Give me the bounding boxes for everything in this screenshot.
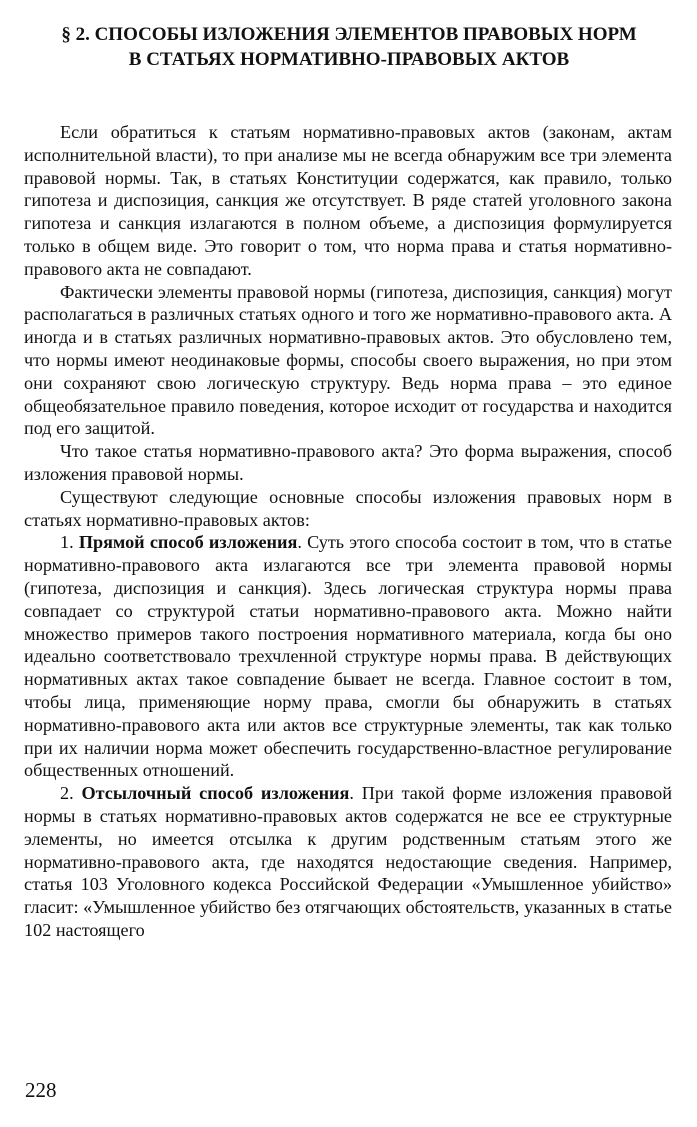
body-text: [24, 121, 672, 942]
section-heading: [24, 22, 674, 72]
page-number: 228: [25, 1078, 57, 1102]
paragraph-1: Если обратиться к статьям нормативно-правовых актов (законам, актам исполнительной власти), то при анализе мы не всегда обнаружим все три элемента правовой нормы. Так, в статьях Конституции содержатся, как правило, только гипотеза и диспозиция, санкция же отсутствует. В ряде статей уголовного закона гипотеза и санкция излагаются в полном объеме, а диспозиция формулируется только в общем виде. Это говорит о том, что норма права и статья нормативно-правового акта не совпадают.: [24, 122, 672, 279]
term-direct-method: Прямой способ изложения: [78, 532, 298, 553]
paragraph-5: [24, 531, 672, 782]
list-number-2: 2.: [60, 783, 82, 804]
paragraph-4: Существуют следующие основные способы изложения правовых норм в статьях нормативно-правовых актов:: [24, 486, 672, 530]
paragraph-2: Фактически элементы правовой нормы (гипотеза, диспозиция, санкция) могут располагаться в различных статьях одного и того же нормативно-правового акта. А иногда и в статьях различных нормативно-правовых актов. Это обусловлено тем, что нормы имеют неодинаковые формы, способы своего выражения, но при этом они сохраняют свою логическую структуру. Ведь норма права – это единое общеобязательное правило поведения, которое исходит от государства и находится под его защитой.: [24, 281, 672, 439]
paragraph-6: [24, 782, 672, 942]
paragraph-6-text: . При такой форме изложения правовой нормы в статьях нормативно-правовых актов содержатся не все ее структурные элементы, но имеется отсылка к другим родственным статьям этого же нормативно-правового акта, где находятся недостающие сведения. Например, статья 103 Уголовного кодекса Российской Федерации «Умышленное убийство» гласит: «Умышленное убийство без отягчающих обстоятельств, указанных в статье 102 настоящего: [24, 783, 672, 940]
section-heading-line-1: § 2. СПОСОБЫ ИЗЛОЖЕНИЯ ЭЛЕМЕНТОВ ПРАВОВЫХ НОРМ: [61, 24, 637, 45]
paragraph-3: Что такое статья нормативно-правового акта? Это форма выражения, способ изложения правовой нормы.: [24, 441, 672, 484]
section-heading-line-2: В СТАТЬЯХ НОРМАТИВНО-ПРАВОВЫХ АКТОВ: [128, 49, 570, 70]
term-reference-method: Отсылочный способ изложения: [81, 783, 350, 804]
list-number-1: 1.: [60, 532, 79, 553]
paragraph-5-text: . Суть этого способа состоит в том, что в статье нормативно-правового акта излагаются все три элемента правовой нормы (гипотеза, диспозиция и санкция). Здесь логическая структура нормы права совпадает со структурой статьи нормативно-правового акта. Можно найти множество примеров такого построения нормативного материала, когда бы оно идеально соответствовало трехчленной структуре нормы права. В действующих нормативных актах такое совпадение бывает не всегда. Главное состоит в том, чтобы лица, применяющие норму права, смогли бы обнаружить в статьях нормативно-правового акта или актов все структурные элементы, так как только при их наличии норма может обеспечить государственно-властное регулирование общественных отношений.: [24, 532, 673, 781]
